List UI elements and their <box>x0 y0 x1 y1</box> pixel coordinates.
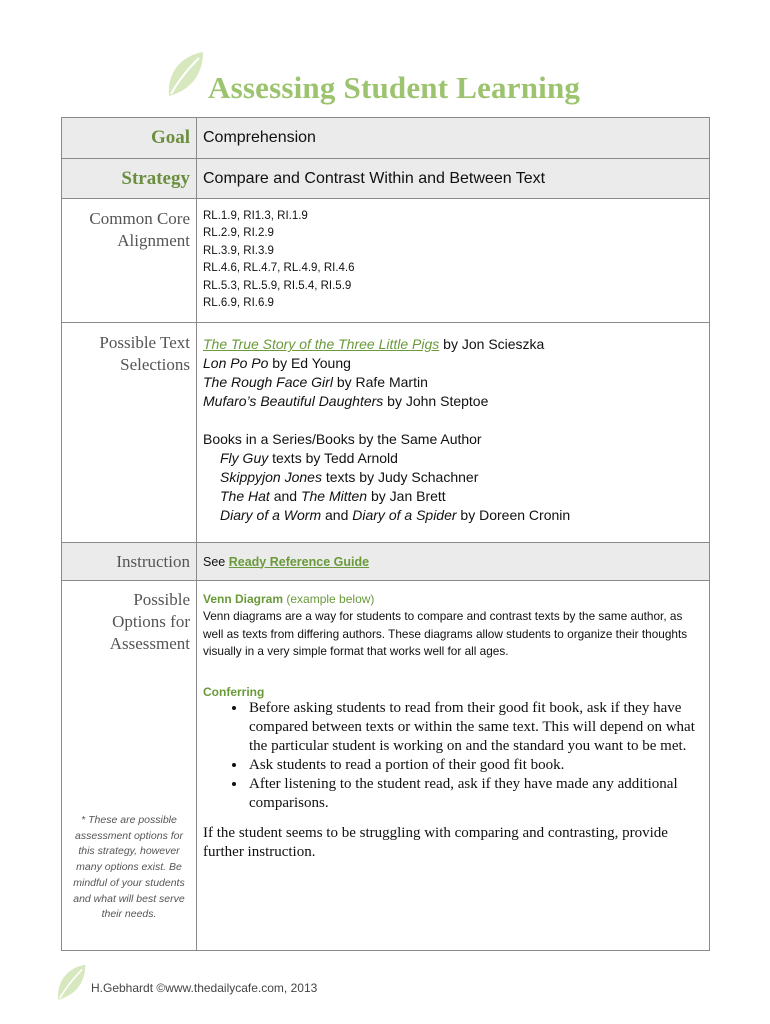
book-item: The Rough Face Girl by Rafe Martin <box>203 374 428 390</box>
standard-item: RL.6.9, RI.6.9 <box>203 297 274 310</box>
venn-title: Venn Diagram <box>203 592 284 606</box>
texts-label-line1: Possible Text <box>99 333 190 352</box>
series-list <box>203 449 709 525</box>
conferring-item: • After listening to the student read, ask if they have made any additional comparisons. <box>247 775 703 813</box>
ready-reference-link[interactable]: Ready Reference Guide <box>228 554 370 569</box>
venn-heading: Venn Diagram (example below) <box>203 592 375 606</box>
series-item: Fly Guy texts by Tedd Arnold <box>220 450 398 466</box>
assessment-label-line3: Assessment <box>109 634 190 653</box>
standard-item: RL.4.6, RL.4.7, RL.4.9, RI.4.6 <box>203 262 355 275</box>
standard-item: RL.3.9, RI.3.9 <box>203 244 274 257</box>
assessment-note: * These are possible assessment options for this strategy, however many options exist. Be mindful of your students and what will best serve their needs. <box>73 814 185 921</box>
alignment-value <box>197 199 710 323</box>
alignment-label-line1: Common Core <box>89 209 190 228</box>
series-heading: Books in a Series/Books by the Same Author <box>203 431 482 447</box>
series-item: Skippyjon Jones texts by Judy Schachner <box>220 469 479 485</box>
conferring-item: • Before asking students to read from their good fit book, ask if they have compared between texts or within the same text. This will depend on what the particular student is working on and the standard you want to be met. <box>247 699 703 756</box>
row-texts <box>62 323 710 543</box>
instruction-value: See Ready Reference Guide <box>197 543 710 581</box>
texts-label <box>62 323 197 543</box>
leaf-icon <box>55 963 87 1003</box>
strategy-value: Compare and Contrast Within and Between Text <box>197 159 710 199</box>
footer-credit: H.Gebhardt ©www.thedailycafe.com, 2013 <box>91 981 318 995</box>
book-item: Mufaro’s Beautiful Daughters by John Steptoe <box>203 393 489 409</box>
texts-label-line2: Selections <box>120 355 190 374</box>
row-strategy <box>62 159 710 199</box>
goal-label: Goal <box>62 118 197 159</box>
assessment-label-line2: Options for <box>112 612 190 631</box>
book-item: Lon Po Po by Ed Young <box>203 355 351 371</box>
book-link[interactable]: The True Story of the Three Little Pigs <box>203 336 440 352</box>
strategy-label: Strategy <box>62 159 197 199</box>
book-item: The True Story of the Three Little Pigs by Jon Scieszka <box>203 336 545 352</box>
alignment-label <box>62 199 197 323</box>
page-title: Assessing Student Learning <box>208 70 581 105</box>
conferring-title: Conferring <box>203 684 265 699</box>
assessment-label <box>62 581 197 951</box>
assessment-value <box>197 581 710 951</box>
closing-text: If the student seems to be struggling with comparing and contrasting, provide further instruction. <box>203 824 668 860</box>
row-instruction <box>62 543 710 581</box>
series-item: The Hat and The Mitten by Jan Brett <box>220 488 446 504</box>
standard-item: RL.1.9, RI1.3, RI.1.9 <box>203 210 308 222</box>
conferring-item: • Ask students to read a portion of their good fit book. <box>247 756 703 775</box>
series-item: Diary of a Worm and Diary of a Spider by Doreen Cronin <box>220 507 571 523</box>
leaf-icon <box>165 50 205 100</box>
row-assessment <box>62 581 710 951</box>
row-goal <box>62 118 710 159</box>
assessment-label-line1: Possible <box>133 590 190 609</box>
standards-list <box>203 208 709 312</box>
venn-text: Venn diagrams are a way for students to compare and contrast texts by the same author, as well as texts from differing authors. These diagrams allow students to organize their thoughts visually in a very simple format that works well for all ages. <box>203 609 688 659</box>
assessment-table <box>61 117 710 951</box>
alignment-label-line2: Alignment <box>117 231 190 250</box>
instruction-label: Instruction <box>62 543 197 581</box>
row-alignment <box>62 199 710 323</box>
standard-item: RL.5.3, RL.5.9, RI.5.4, RI.5.9 <box>203 279 352 292</box>
goal-value: Comprehension <box>197 118 710 159</box>
standard-item: RL.2.9, RI.2.9 <box>203 227 274 240</box>
texts-value <box>197 323 710 543</box>
conferring-list <box>203 699 703 813</box>
